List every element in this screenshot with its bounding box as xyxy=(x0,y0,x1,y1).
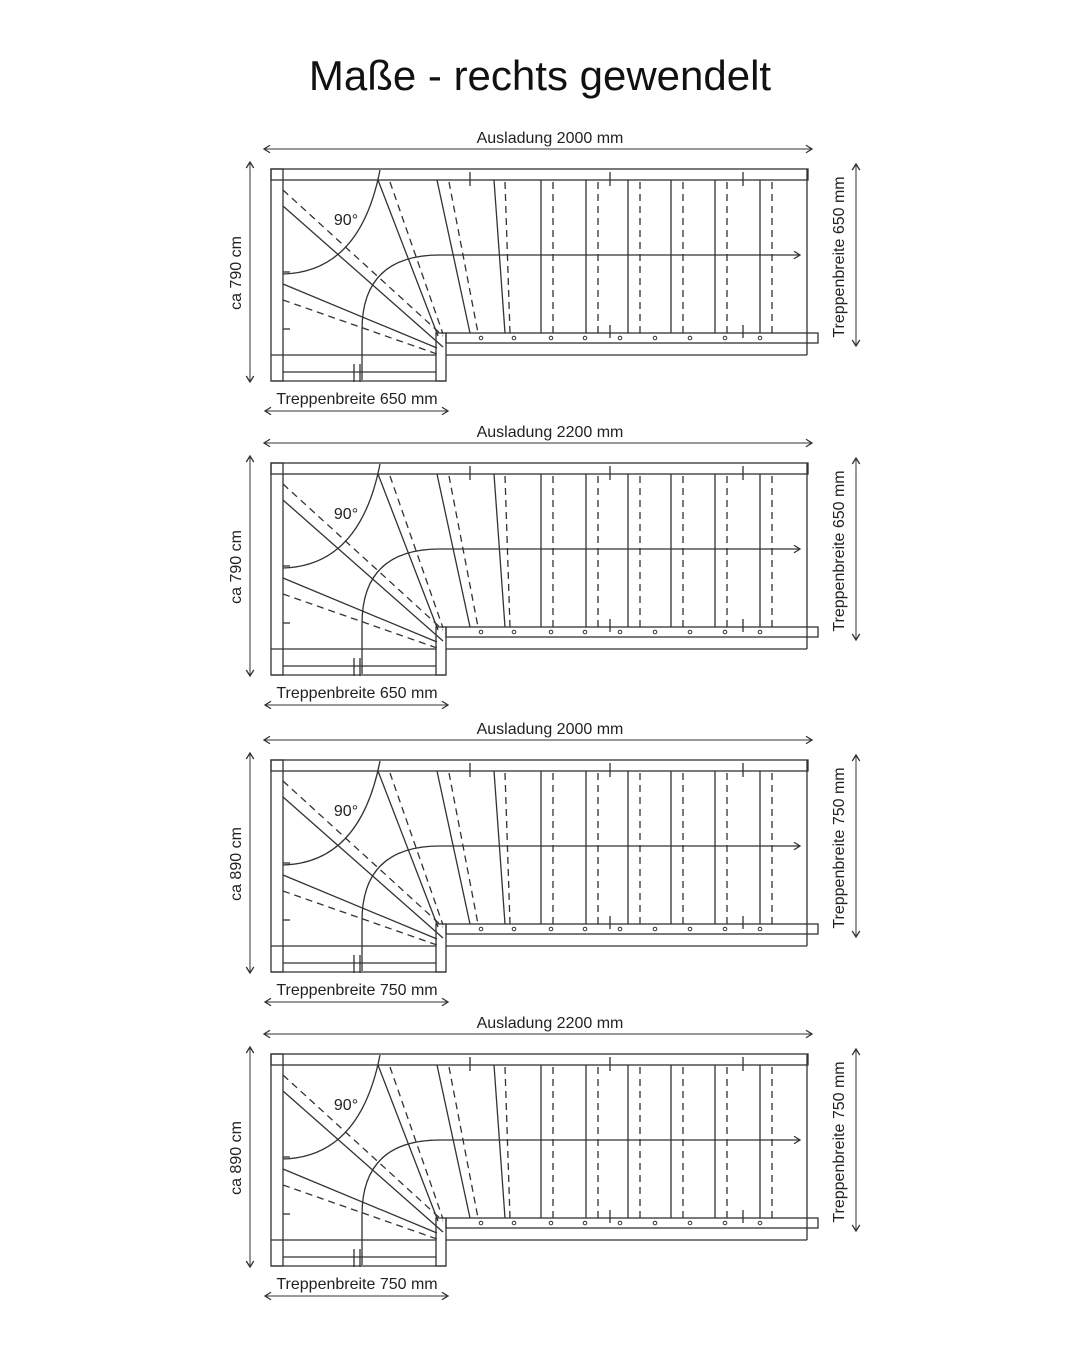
winder-tread-line-3 xyxy=(378,180,438,336)
top-wall-stringer xyxy=(271,169,808,180)
baluster-dot-7 xyxy=(688,336,692,340)
walking-line xyxy=(362,1140,800,1265)
bottom-width-label: Treppenbreite 750 mm xyxy=(276,982,438,1000)
left-wall-stringer xyxy=(271,1054,283,1266)
baluster-dot-8 xyxy=(723,1221,727,1225)
newel-post xyxy=(436,1218,446,1266)
stair-diagram-2 xyxy=(228,424,860,709)
baluster-dot-5 xyxy=(618,927,622,931)
baluster-dot-1 xyxy=(479,927,483,931)
baluster-dot-6 xyxy=(653,336,657,340)
top-wall-stringer xyxy=(271,760,808,771)
baluster-dot-5 xyxy=(618,1221,622,1225)
winder-tread-dashed-5 xyxy=(505,1067,510,1218)
baluster-dot-4 xyxy=(583,927,587,931)
angle-arc xyxy=(283,761,380,865)
baluster-dot-4 xyxy=(583,630,587,634)
side-width-label: Treppenbreite 750 mm xyxy=(831,1061,849,1223)
angle-label: 90° xyxy=(333,506,359,524)
winder-tread-line-3 xyxy=(378,771,438,927)
baluster-dot-1 xyxy=(479,1221,483,1225)
baluster-dot-6 xyxy=(653,927,657,931)
baluster-dot-5 xyxy=(618,336,622,340)
bottom-width-label: Treppenbreite 750 mm xyxy=(276,1276,438,1294)
angle-label: 90° xyxy=(333,1097,359,1115)
winder-tread-line-1 xyxy=(283,797,443,938)
ausladung-label: Ausladung 2200 mm xyxy=(476,1015,624,1033)
baluster-dot-4 xyxy=(583,336,587,340)
winder-tread-dashed-2 xyxy=(283,594,437,648)
winder-tread-line-4 xyxy=(437,1065,470,1218)
winder-tread-dashed-2 xyxy=(283,1185,437,1239)
baluster-dot-8 xyxy=(723,336,727,340)
baluster-dot-2 xyxy=(512,927,516,931)
ausladung-label: Ausladung 2000 mm xyxy=(476,721,624,739)
side-width-label: Treppenbreite 650 mm xyxy=(831,470,849,632)
winder-tread-line-1 xyxy=(283,1091,443,1232)
winder-tread-line-2 xyxy=(283,875,437,939)
baluster-dot-3 xyxy=(549,630,553,634)
angle-arc xyxy=(283,1055,380,1159)
baluster-dot-7 xyxy=(688,1221,692,1225)
winder-tread-line-3 xyxy=(378,1065,438,1221)
winder-tread-line-5 xyxy=(494,771,505,924)
newel-post xyxy=(436,333,446,381)
baluster-dot-3 xyxy=(549,1221,553,1225)
winder-tread-dashed-5 xyxy=(505,182,510,333)
winder-tread-line-1 xyxy=(283,500,443,641)
winder-tread-dashed-5 xyxy=(505,773,510,924)
baluster-dot-9 xyxy=(758,630,762,634)
newel-post xyxy=(436,924,446,972)
angle-arc xyxy=(283,464,380,568)
winder-tread-line-4 xyxy=(437,180,470,333)
left-wall-stringer xyxy=(271,463,283,675)
angle-arc xyxy=(283,170,380,274)
side-width-label: Treppenbreite 650 mm xyxy=(831,176,849,338)
baluster-dot-6 xyxy=(653,630,657,634)
winder-tread-line-1 xyxy=(283,206,443,347)
left-wall-stringer xyxy=(271,169,283,381)
baluster-dot-5 xyxy=(618,630,622,634)
winder-tread-line-5 xyxy=(494,1065,505,1218)
newel-post xyxy=(436,627,446,675)
baluster-dot-3 xyxy=(549,927,553,931)
stair-diagram-1 xyxy=(228,130,860,415)
ausladung-label: Ausladung 2000 mm xyxy=(476,130,624,148)
page-title: Maße - rechts gewendelt xyxy=(308,52,772,99)
winder-tread-dashed-5 xyxy=(505,476,510,627)
baluster-dot-9 xyxy=(758,927,762,931)
baluster-dot-7 xyxy=(688,630,692,634)
winder-tread-line-2 xyxy=(283,284,437,348)
winder-tread-line-2 xyxy=(283,578,437,642)
baluster-dot-1 xyxy=(479,630,483,634)
walking-line xyxy=(362,255,800,380)
walking-line xyxy=(362,549,800,674)
angle-label: 90° xyxy=(333,212,359,230)
baluster-dot-7 xyxy=(688,927,692,931)
bottom-width-label: Treppenbreite 650 mm xyxy=(276,391,438,409)
baluster-dot-4 xyxy=(583,1221,587,1225)
top-wall-stringer xyxy=(271,463,808,474)
baluster-dot-3 xyxy=(549,336,553,340)
left-wall-stringer xyxy=(271,760,283,972)
ausladung-label: Ausladung 2200 mm xyxy=(476,424,624,442)
stair-diagram-3 xyxy=(228,721,860,1006)
winder-tread-line-4 xyxy=(437,771,470,924)
height-label: ca 890 cm xyxy=(228,827,246,901)
stair-diagram-4 xyxy=(228,1015,860,1300)
baluster-dot-8 xyxy=(723,927,727,931)
winder-tread-line-5 xyxy=(494,180,505,333)
baluster-dot-6 xyxy=(653,1221,657,1225)
height-label: ca 790 cm xyxy=(228,236,246,310)
baluster-dot-9 xyxy=(758,1221,762,1225)
winder-tread-line-4 xyxy=(437,474,470,627)
baluster-dot-2 xyxy=(512,630,516,634)
winder-tread-line-2 xyxy=(283,1169,437,1233)
baluster-dot-8 xyxy=(723,630,727,634)
walking-line xyxy=(362,846,800,971)
height-label: ca 790 cm xyxy=(228,530,246,604)
side-width-label: Treppenbreite 750 mm xyxy=(831,767,849,929)
top-wall-stringer xyxy=(271,1054,808,1065)
winder-tread-line-5 xyxy=(494,474,505,627)
bottom-width-label: Treppenbreite 650 mm xyxy=(276,685,438,703)
winder-tread-line-3 xyxy=(378,474,438,630)
winder-tread-dashed-2 xyxy=(283,891,437,945)
height-label: ca 890 cm xyxy=(228,1121,246,1195)
baluster-dot-9 xyxy=(758,336,762,340)
angle-label: 90° xyxy=(333,803,359,821)
baluster-dot-1 xyxy=(479,336,483,340)
baluster-dot-2 xyxy=(512,1221,516,1225)
baluster-dot-2 xyxy=(512,336,516,340)
winder-tread-dashed-2 xyxy=(283,300,437,354)
